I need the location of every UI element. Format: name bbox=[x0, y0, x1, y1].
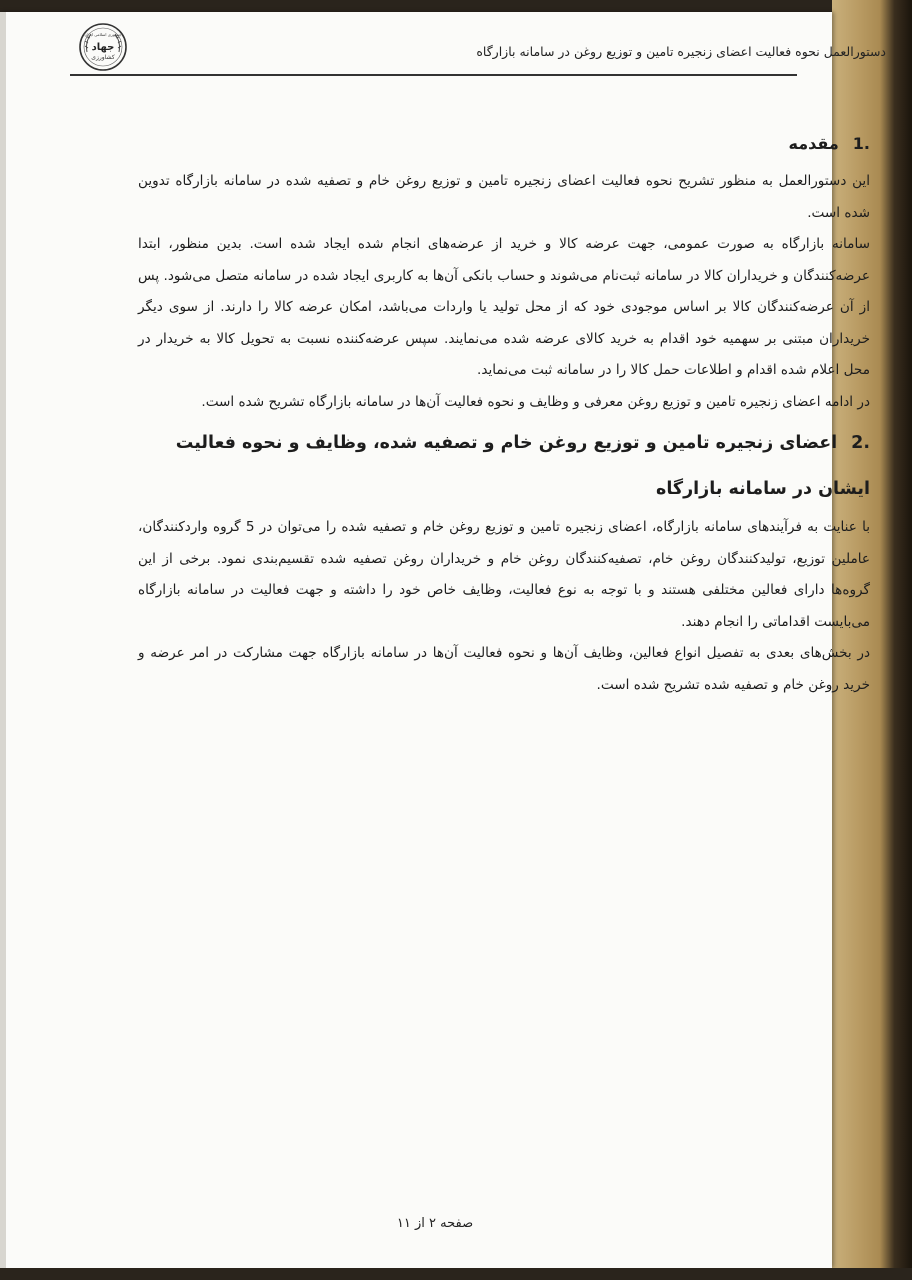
header-divider bbox=[70, 74, 797, 76]
document-header-title: دستورالعمل نحوه فعالیت اعضای زنجیره تامین و توزیع روغن در سامانه بازارگاه bbox=[476, 44, 886, 59]
section-1-paragraph-1: این دستورالعمل به منظور تشریح نحوه فعالیت اعضای زنجیره تامین و توزیع روغن خام و تصفیه شده در سامانه بازارگاه تدوین شده است. bbox=[138, 173, 870, 221]
logo-top-text: جمهوری اسلامی ایران bbox=[84, 32, 122, 37]
section-title-2: اعضای زنجیره تامین و توزیع روغن خام و تصفیه شده، وظایف و نحوه فعالیت ایشان در سامانه بازارگاه bbox=[175, 433, 870, 499]
section-number-1: .1 bbox=[852, 134, 870, 153]
section-2-paragraph-1: با عنایت به فرآیندهای سامانه بازارگاه، اعضای زنجیره تامین و توزیع روغن خام و تصفیه شده را می‌توان در 5 گروه واردکنندگان، عاملین توزیع، تولیدکنندگان روغن خام، تصفیه‌کنندگان روغن خام و خریداران روغن تصفیه شده تقسیم‌بندی نمود. برخی از این گروه‌ها دارای فعالین مختلفی هستند و با توجه به نوع فعالیت، وظایف خاص خود را داشته و جهت فعالیت در سامانه بازارگاه می‌بایست اقداماتی را انجام دهند. bbox=[138, 519, 870, 630]
logo-main-text: جهاد bbox=[91, 42, 115, 53]
section-2-paragraph-2: در بخش‌های بعدی به تفصیل انواع فعالین، وظایف آن‌ها و نحوه فعالیت آن‌ها در سامانه بازارگاه جهت مشارکت در امر عرضه و خرید روغن خام و تصفیه شده تشریح شده است. bbox=[138, 645, 870, 693]
logo-graphic bbox=[78, 22, 128, 72]
section-number-2: .2 bbox=[851, 433, 870, 453]
jahad-logo-icon bbox=[78, 22, 128, 72]
scan-bottom-edge bbox=[0, 1268, 912, 1280]
section-1-paragraph-2: سامانه بازارگاه به صورت عمومی، جهت عرضه کالا و خرید از عرضه‌های انجام شده ایجاد شده است. بدین منظور، ابتدا عرضه‌کنندگان و خریداران کالا در سامانه ثبت‌نام می‌شوند و حساب بانکی آن‌ها به کاربری ایجاد شده در سامانه متصل می‌شود. پس از آن عرضه‌کنندگان کالا بر اساس موجودی خود که از محل تولید یا واردات می‌باشد، امکان عرضه کالا را دارند. از سوی دیگر خریداران مبتنی بر سهمیه خود اقدام به خرید کالای عرضه شده می‌نمایند. سپس عرضه‌کننده نسبت به تحویل کالا به خریدار در محل اعلام شده اقدام و اطلاعات حمل کالا را در سامانه ثبت می‌نماید. bbox=[138, 236, 870, 378]
section-1-paragraph-3: در ادامه اعضای زنجیره تامین و توزیع روغن معرفی و وظایف و نحوه فعالیت آن‌ها در سامانه بازارگاه تشریح شده است. bbox=[201, 393, 870, 410]
logo-bottom-text: کشاورزی bbox=[91, 54, 115, 61]
page-number: صفحه ۲ از ۱۱ bbox=[396, 1216, 474, 1231]
document-body bbox=[138, 122, 870, 701]
section-heading-1 bbox=[138, 122, 870, 166]
section-title-1: مقدمه bbox=[788, 134, 839, 153]
section-heading-2 bbox=[138, 420, 870, 512]
page-left-edge bbox=[0, 12, 6, 1268]
